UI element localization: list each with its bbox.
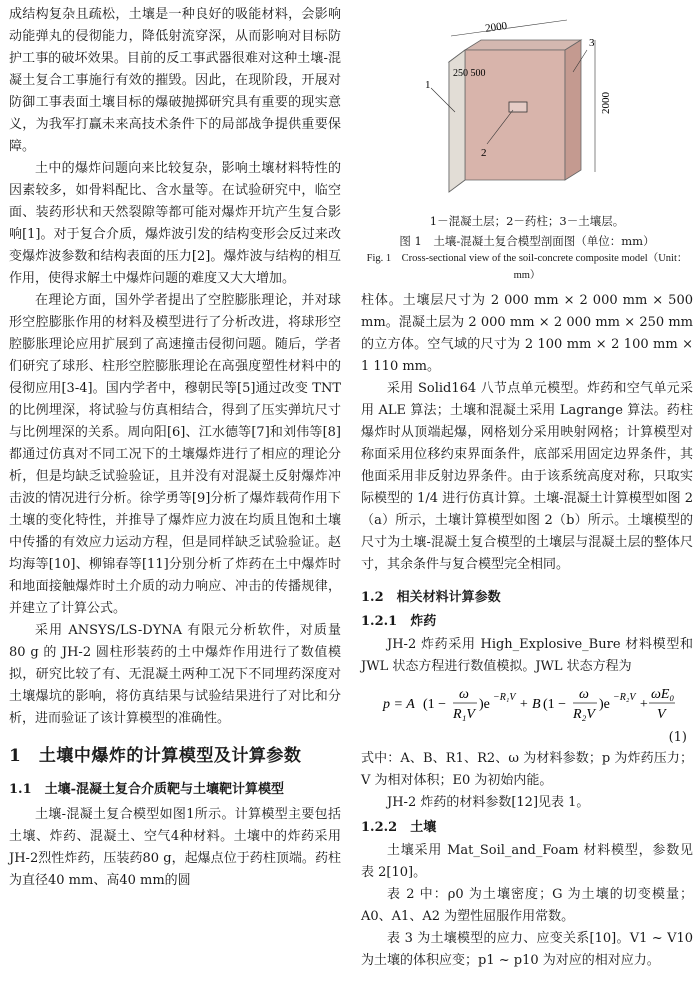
- jwl-equation: [361, 678, 693, 728]
- section-heading-1: 1 土壤中爆炸的计算模型及计算参数: [9, 746, 302, 766]
- svg-text:)e: )e: [599, 697, 610, 712]
- label-3: 3: [589, 37, 595, 49]
- dimension-top: 2000: [484, 19, 508, 35]
- subsection-heading-1-1: 1.1 土壤-混凝土复合介质靶与土壤靶计算模型: [9, 782, 285, 797]
- left-column: [9, 4, 341, 892]
- svg-text:(1 −: (1 −: [543, 697, 567, 712]
- right-column: [361, 4, 693, 972]
- model-diagram: [361, 4, 693, 212]
- soil-layer-side: [565, 40, 581, 180]
- svg-text:(1 −: (1 −: [423, 697, 447, 712]
- figure-caption-cn: 图 1 土壤-混凝土复合模型剖面图（单位：mm）: [399, 234, 655, 248]
- svg-text:+: +: [639, 697, 649, 712]
- paragraph-elements: 采用 Solid164 八节点单元模型。炸药和空气单元采用 ALE 算法；土壤和混凝土采用 Lagrange 算法。药柱爆炸时从顶端起爆，网格划分采用映射网格；计算模型对称面采用位移约束界面条件，底部采用固定边界条件，其他面采用非反射边界条件。由于该系统高度对称，只取实际模型的 1/4 进行仿真计算。土壤-混凝土计算模型如图 2（a）所示，土壤计算模型如图 2（b）所示。土壤模型的尺寸为土壤-混凝土复合模型的土壤层与混凝土层的整体尺寸，其余条件与复合模型完全相同。: [361, 381, 693, 572]
- paragraph-theory: 在理论方面，国外学者提出了空腔膨胀理论，并对球形空腔膨胀作用的材料及模型进行了分析改进，将球形空腔膨胀理论应用扩展到了高速撞击侵彻问题。随后，学者们研究了球形、柱形空腔膨胀理论在高强度塑性材料中的侵彻应用[3-4]。国内学者中，穆朝民等[5]通过改变 TNT 的比例埋深，将试验与仿真相结合，得到了压实弹坑尺寸与比例埋深的关系。周向阳[6]、江水德等[7]和刘伟等[8]都通过仿真对不同工况下的土壤爆炸进行了相应的理论分析，但是均缺乏试验验证，且并没有对混凝土反射爆炸冲击波的情况进行分析。徐学勇等[9]分析了爆炸载荷作用下土壤的变化特性，并推导了爆炸应力波在均质且饱和土壤中传播的有效应力运动方程，但是同样缺乏试验验证。赵均海等[10]、柳锦春等[11]分别分析了炸药在土中爆炸时和地面接触爆炸时土介质的动力响应、冲击的传播规律，并建立了计算公式。: [9, 293, 341, 616]
- figure-legend: 1－混凝土层；2－药柱；3－土壤层。: [429, 214, 625, 228]
- paragraph-soil-model: 土壤采用 Mat_Soil_and_Foam 材料模型，参数见表 2[10]。: [361, 843, 693, 880]
- intro-paragraph: 成结构复杂且疏松，土壤是一种良好的吸能材料，会影响动能弹丸的侵彻能力，降低射流穿深，从而影响对目标防护工事的破坏效果。目前的反工事武器很难对这种土壤-混凝土复合工事施行有效的摧毁。因此，在现阶段，开展对防御工事表面土壤目标的爆破抛掷研究具有重要的现实意义，为我军打赢未来高技术条件下的局部战争提供重要保障。: [9, 7, 341, 154]
- paragraph-method: 采用 ANSYS/LS-DYNA 有限元分析软件，对质量 80 g 的 JH-2 圆柱形装药的土中爆炸作用进行了数值模拟，研究比较了有、无混凝土两种工况下不同埋药深度对土壤爆坑的影响，将仿真结果与试验结果进行了对比和分析，进而验证了该计算模型的准确性。: [9, 623, 341, 726]
- svg-text:p = A: p = A: [383, 697, 415, 712]
- paragraph-model: 土壤-混凝土复合模型如图1所示。计算模型主要包括土壤、炸药、混凝土、空气4种材料。土壤中的炸药采用JH-2烈性炸药，压装药80 g，起爆点位于药柱顶端。药柱为直径40 mm、高40 mm的圆: [9, 807, 341, 888]
- label-1: 1: [425, 79, 431, 91]
- label-2: 2: [481, 147, 487, 159]
- svg-text:V: V: [657, 707, 666, 722]
- svg-text:+ B: + B: [519, 697, 541, 712]
- charge-cylinder: [509, 102, 527, 112]
- svg-text:ω: ω: [579, 687, 589, 702]
- svg-text:R₁V: R₁V: [453, 707, 475, 722]
- equation-number: (1): [668, 730, 687, 745]
- paragraph-jwl: JH-2 炸药采用 High_Explosive_Bure 材料模型和 JWL 状态方程进行数值模拟。JWL 状态方程为: [361, 637, 693, 674]
- subsubsection-heading-explosive: 1.2.1 炸药: [361, 614, 437, 629]
- equation-graphic: [377, 680, 677, 726]
- soil-layer-top: [465, 40, 581, 50]
- paragraph-soil-explosion: 土中的爆炸问题向来比较复杂，影响土壤材料特性的因素较多，如骨料配比、含水量等。在试验研究中，临空面、装药形状和天然裂隙等都可能对爆炸开坑产生复合影响[1]。对于复合介质，爆炸波引发的结构变形会反过来改变爆炸波参数和结构表面的压力[2]。爆炸波与结构的相互作用，使得求解土中爆炸问题的难度又大大增加。: [9, 161, 341, 286]
- dimension-right: 2000: [600, 92, 612, 114]
- figure-caption-en: Fig. 1 Cross-sectional view of the soil-concrete composite model（Unit：mm）: [366, 253, 688, 281]
- svg-text:R₂V: R₂V: [573, 707, 595, 722]
- subsubsection-heading-soil: 1.2.2 土壤: [361, 820, 437, 835]
- svg-text:ω: ω: [459, 687, 469, 702]
- dimension-side: 250 500: [453, 68, 486, 79]
- svg-text:ωE₀: ωE₀: [651, 687, 675, 702]
- paragraph-where: 式中：A、B、R1、R2、ω 为材料参数；p 为炸药压力；V 为相对体积；E0 为初始内能。: [361, 751, 693, 788]
- dimension-line-top: [451, 20, 567, 36]
- paragraph-table2: 表 2 中：ρ0 为土壤密度；G 为土壤的切变模量；A0、A1、A2 为塑性屈服作用常数。: [361, 887, 693, 924]
- figure-1: [361, 4, 693, 212]
- svg-text:−R₂V: −R₂V: [613, 692, 636, 703]
- paragraph-dimensions: 柱体。土壤层尺寸为 2 000 mm × 2 000 mm × 500 mm。混凝土层为 2 000 mm × 2 000 mm × 250 mm 的立方体。空气域的尺寸为 2 100 mm × 2 100 mm × 1 110 mm。: [361, 293, 693, 374]
- svg-text:)e: )e: [479, 697, 490, 712]
- subsection-heading-1-2: 1.2 相关材料计算参数: [361, 590, 501, 605]
- svg-text:−R₁V: −R₁V: [493, 692, 516, 703]
- paragraph-table1-ref: JH-2 炸药的材料参数[12]见表 1。: [387, 795, 590, 810]
- paragraph-table3: 表 3 为土壤模型的应力、应变关系[10]。V1 ~ V10 为土壤的体积应变；p1 ~ p10 为对应的相对应力。: [361, 931, 693, 968]
